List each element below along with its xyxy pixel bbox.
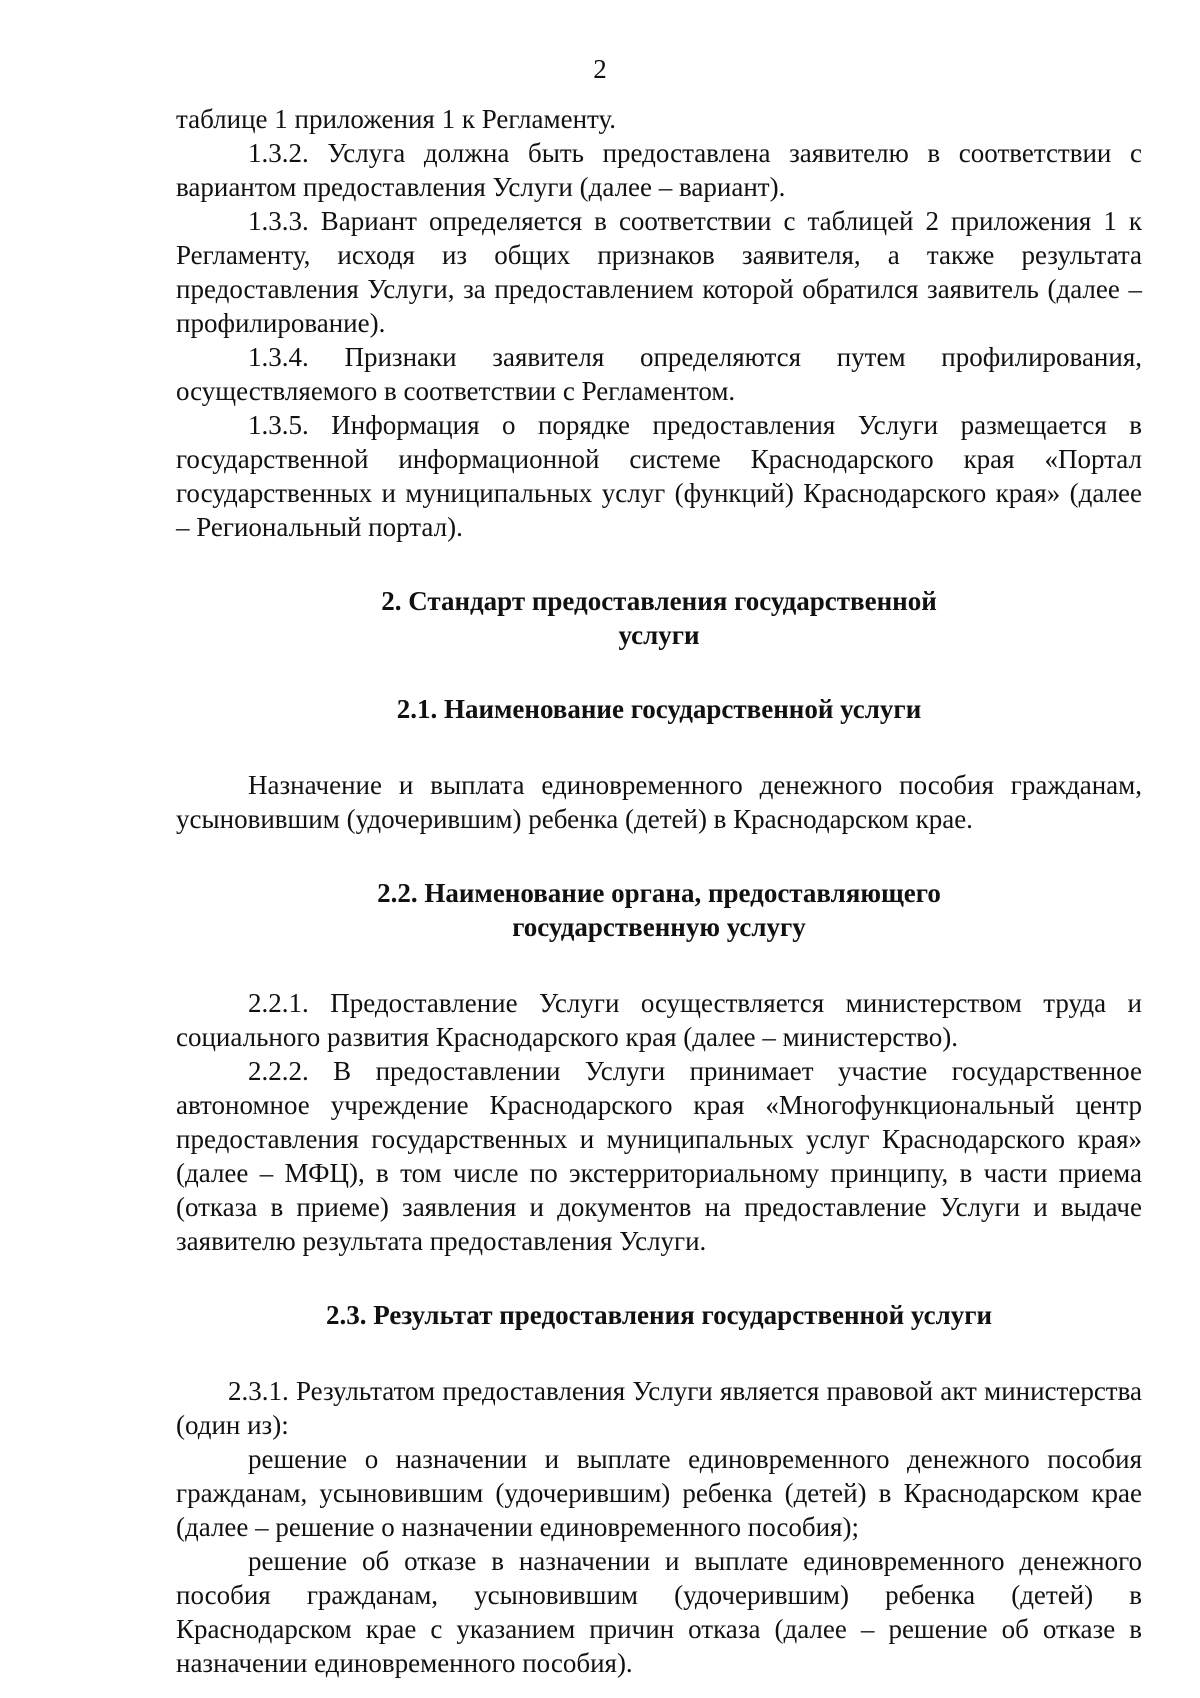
paragraph-1-3-2: 1.3.2. Услуга должна быть предоставлена заявителю в соответствии с вариантом предоставления Услуги (далее – вариант). bbox=[176, 138, 1142, 202]
paragraph-1-3-5: 1.3.5. Информация о порядке предоставления Услуги размещается в государственной информационной системе Краснодарского края «Портал государственных и муниципальных услуг (функций) Краснодарского края» (далее – Региональный портал). bbox=[176, 410, 1142, 542]
section-2-heading-line2: услуги bbox=[618, 620, 700, 650]
paragraph-2-2-2: 2.2.2. В предоставлении Услуги принимает участие государственное автономное учреждение Краснодарского края «Многофункциональный центр предоставления государственных и муниципальных услуг Краснодарского края» (далее – МФЦ), в том числе по экстерриториальному принципу, в части приема (отказа в приеме) заявления и документов на предоставление Услуги и выдаче заявителю результата предоставления Услуги. bbox=[176, 1056, 1142, 1256]
paragraph-2-2-1: 2.2.1. Предоставление Услуги осуществляется министерством труда и социального развития Краснодарского края (далее – министерство). bbox=[176, 988, 1142, 1052]
paragraph-1-3-3: 1.3.3. Вариант определяется в соответствии с таблицей 2 приложения 1 к Регламенту, исходя из общих признаков заявителя, а также результата предоставления Услуги, за предоставлением которой обратился заявитель (далее – профилирование). bbox=[176, 206, 1142, 338]
section-2-2-heading-line1: 2.2. Наименование органа, предоставляющего bbox=[377, 878, 941, 908]
paragraph-1-3-4: 1.3.4. Признаки заявителя определяются путем профилирования, осуществляемого в соответствии с Регламентом. bbox=[176, 342, 1142, 406]
section-2-2-heading bbox=[176, 876, 1142, 944]
paragraph-2-3-1: 2.3.1. Результатом предоставления Услуги является правовой акт министерства (один из): bbox=[176, 1376, 1142, 1440]
result-item-1: решение о назначении и выплате единовременного денежного пособия гражданам, усыновившим (удочерившим) ребенка (детей) в Краснодарском крае (далее – решение о назначении единовременного пособия); bbox=[176, 1444, 1142, 1542]
result-item-2: решение об отказе в назначении и выплате единовременного денежного пособия гражданам, усыновившим (удочерившим) ребенка (детей) в Краснодарском крае с указанием причин отказа (далее – решение об отказе в назначении единовременного пособия). bbox=[176, 1546, 1142, 1678]
paragraph-2-1-text: Назначение и выплата единовременного денежного пособия гражданам, усыновившим (удочерившим) ребенка (детей) в Краснодарском крае. bbox=[176, 770, 1142, 834]
page-number: 2 bbox=[593, 54, 607, 84]
document-body bbox=[176, 102, 1142, 1680]
section-2-2-heading-line2: государственную услугу bbox=[512, 912, 806, 942]
section-2-heading-line1: 2. Стандарт предоставления государственной bbox=[381, 586, 937, 616]
section-2-1-heading: 2.1. Наименование государственной услуги bbox=[396, 694, 922, 724]
section-2-3-heading: 2.3. Результат предоставления государственной услуги bbox=[325, 1300, 993, 1330]
section-2-heading bbox=[176, 584, 1142, 652]
paragraph-continuation: таблице 1 приложения 1 к Регламенту. bbox=[176, 104, 617, 134]
